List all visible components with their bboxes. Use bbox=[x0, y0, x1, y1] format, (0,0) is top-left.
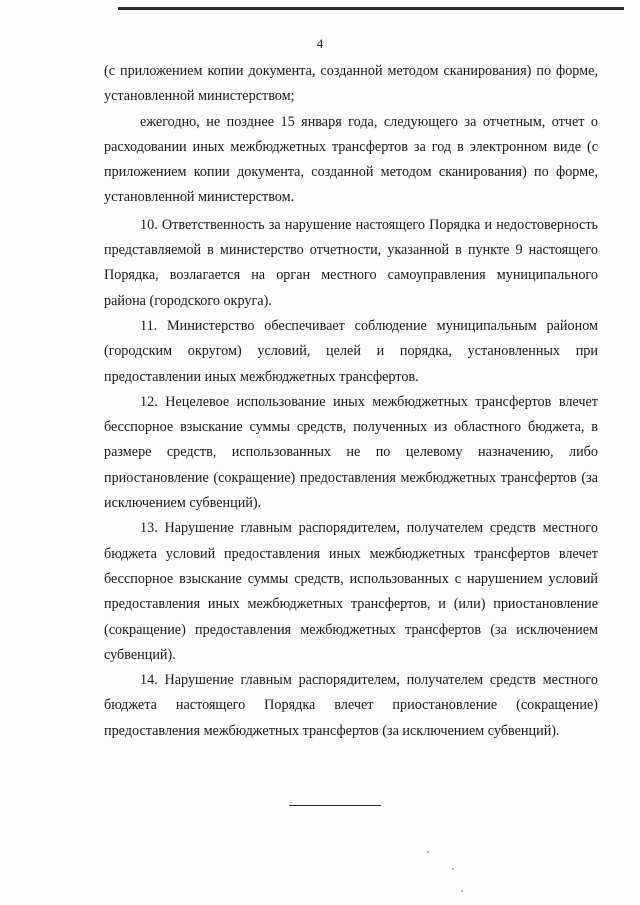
scan-speck bbox=[461, 890, 463, 892]
paragraph-14: 14. Нарушение главным распорядителем, получателем средств местного бюджета настоящего Порядка влечет приостановление (сокращение) предоставления межбюджетных трансфертов (за исключением субвенций). bbox=[104, 672, 598, 739]
page-number: 4 bbox=[316, 36, 324, 51]
paragraph-10: 10. Ответственность за нарушение настоящего Порядка и недостоверность представляемой в министерство отчетности, указанной в пункте 9 настоящего Порядка, возлагается на орган местного самоуправления муниципального района (городского округа). bbox=[104, 216, 598, 309]
paragraph-12: 12. Нецелевое использование иных межбюджетных трансфертов влечет бесспорное взыскание суммы средств, полученных из областного бюджета, в размере средств, использованных не по целевому назначению, либо приостановление (сокращение) предоставления межбюджетных трансфертов (за исключением субвенций). bbox=[104, 393, 598, 512]
document-body bbox=[104, 59, 598, 744]
paragraph-annual-report: ежегодно, не позднее 15 января года, следующего за отчетным, отчет о расходовании иных межбюджетных трансфертов за год в электронном виде (с приложением копии документа, созданной методом сканирования) по форме, установленной министерством. bbox=[104, 113, 598, 206]
paragraph-continuation: (с приложением копии документа, созданной методом сканирования) по форме, установленной министерством; bbox=[104, 63, 598, 105]
paragraph-13: 13. Нарушение главным распорядителем, получателем средств местного бюджета условий предоставления иных межбюджетных трансфертов влечет бесспорное взыскание суммы средств, использованных с нарушением условий предоставления иных межбюджетных трансфертов, и (или) приостановление (сокращение) предоставления межбюджетных трансфертов (за исключением субвенций). bbox=[104, 520, 598, 663]
scan-speck bbox=[427, 851, 429, 853]
paragraph-11: 11. Министерство обеспечивает соблюдение муниципальным районом (городским округом) условий, целей и порядка, установленных при предоставлении иных межбюджетных трансфертов. bbox=[104, 317, 598, 385]
top-scan-rule bbox=[118, 7, 624, 10]
end-of-text-rule bbox=[289, 805, 381, 806]
scan-speck bbox=[452, 868, 454, 870]
